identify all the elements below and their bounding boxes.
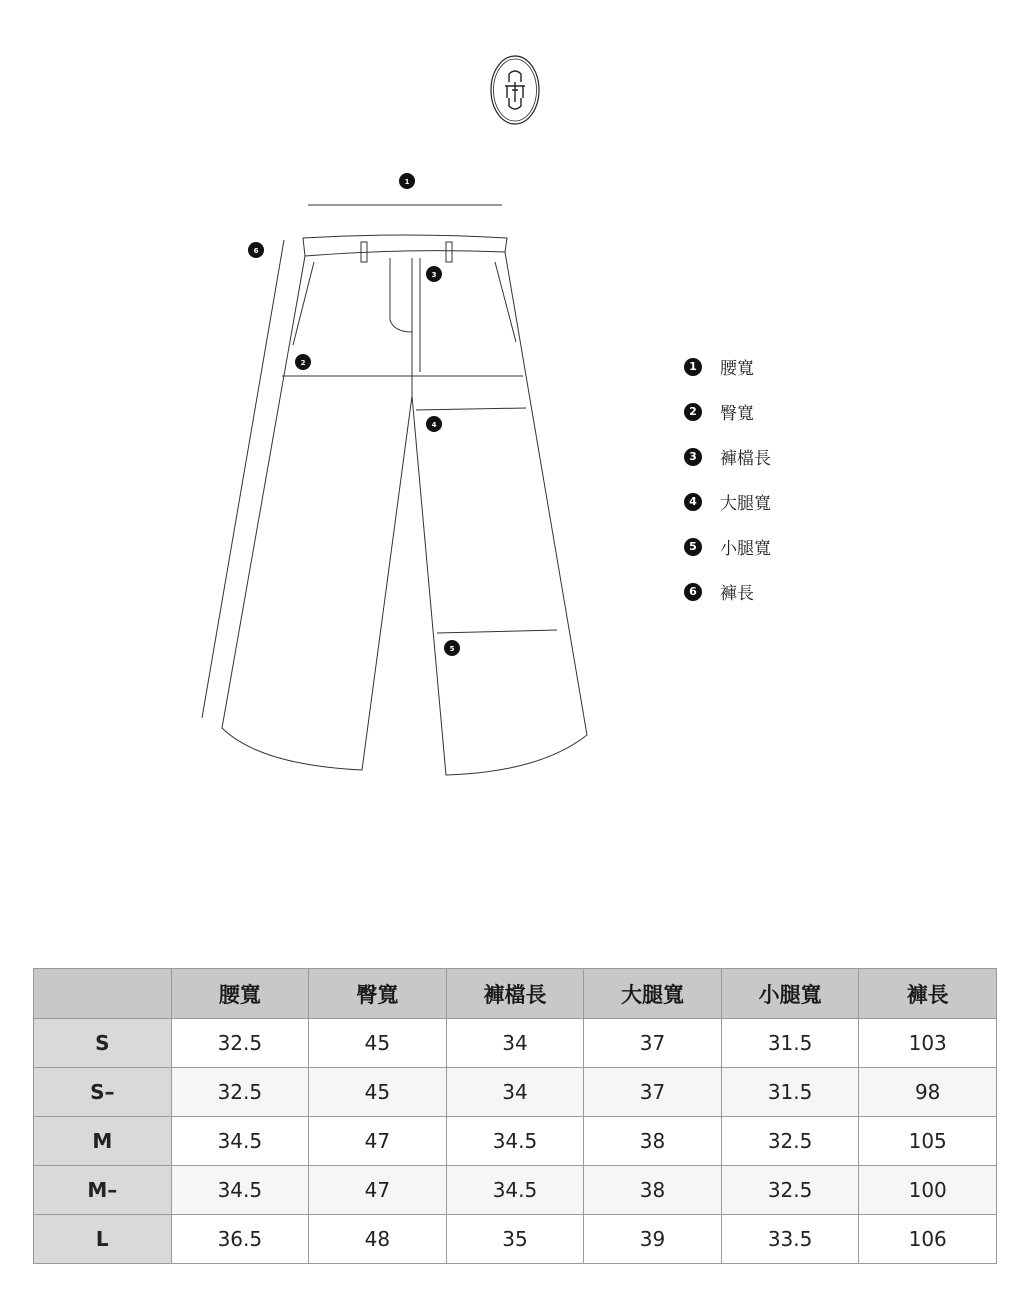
table-header: 腰寬 [171,969,309,1019]
table-cell: 32.5 [721,1117,859,1166]
table-cell: 45 [309,1019,447,1068]
marker-6-label: 6 [253,247,259,255]
marker-3-label: 3 [431,271,437,279]
table-header: 小腿寬 [721,969,859,1019]
table-header [34,969,172,1019]
table-cell: 34.5 [171,1166,309,1215]
legend-number: 5 [684,538,702,556]
size-cell: M– [34,1166,172,1215]
table-row [34,1117,997,1166]
table-header-row [34,969,997,1019]
table-cell: 32.5 [171,1019,309,1068]
legend-number: 1 [684,358,702,376]
table-header: 臀寬 [309,969,447,1019]
marker-2-label: 2 [300,359,306,367]
legend-item [684,479,771,524]
table-cell: 34.5 [446,1117,584,1166]
table-cell: 33.5 [721,1215,859,1264]
table-cell: 34 [446,1068,584,1117]
table-cell: 98 [859,1068,997,1117]
table-row [34,1166,997,1215]
table-cell: 35 [446,1215,584,1264]
size-cell: M [34,1117,172,1166]
marker-1-label: 1 [404,178,410,186]
table-cell: 47 [309,1117,447,1166]
belt-loop-right [446,242,452,262]
legend-item [684,569,771,614]
table-cell: 32.5 [721,1166,859,1215]
legend-number: 2 [684,403,702,421]
legend-label: 褲檔長 [720,449,771,469]
table-header: 大腿寬 [584,969,722,1019]
table-cell: 31.5 [721,1019,859,1068]
table-cell: 38 [584,1166,722,1215]
table-cell: 48 [309,1215,447,1264]
legend-label: 褲長 [720,584,754,604]
legend-item [684,434,771,479]
table-cell: 45 [309,1068,447,1117]
legend-label: 小腿寬 [720,539,771,559]
table-cell: 34.5 [446,1166,584,1215]
size-chart-table [33,968,997,1264]
size-cell: S– [34,1068,172,1117]
table-row [34,1019,997,1068]
legend-number: 3 [684,448,702,466]
waistband [303,235,507,256]
table-cell: 37 [584,1068,722,1117]
legend-item [684,344,771,389]
table-row [34,1068,997,1117]
table-header: 褲檔長 [446,969,584,1019]
table-cell: 105 [859,1117,997,1166]
calf-measure-line [437,630,557,633]
legend-item [684,389,771,434]
table-cell: 37 [584,1019,722,1068]
table-cell: 34.5 [171,1117,309,1166]
measurement-legend [684,344,771,614]
table-cell: 39 [584,1215,722,1264]
table-cell: 103 [859,1019,997,1068]
legend-number: 6 [684,583,702,601]
thigh-measure-line [416,408,526,410]
table-cell: 106 [859,1215,997,1264]
table-cell: 32.5 [171,1068,309,1117]
table-cell: 31.5 [721,1068,859,1117]
legend-label: 大腿寬 [720,494,771,514]
table-cell: 47 [309,1166,447,1215]
table-cell: 36.5 [171,1215,309,1264]
table-row [34,1215,997,1264]
table-cell: 38 [584,1117,722,1166]
length-measure-line [202,240,284,718]
marker-5-label: 5 [449,645,455,653]
table-cell: 100 [859,1166,997,1215]
pocket-right [495,262,516,342]
marker-4-label: 4 [431,421,437,429]
table-cell: 34 [446,1019,584,1068]
table-header: 褲長 [859,969,997,1019]
legend-label: 臀寬 [720,404,754,424]
legend-number: 4 [684,493,702,511]
legend-label: 腰寬 [720,359,754,379]
legend-item [684,524,771,569]
size-cell: S [34,1019,172,1068]
pants-outline [222,252,587,775]
fly [390,258,412,332]
size-cell: L [34,1215,172,1264]
